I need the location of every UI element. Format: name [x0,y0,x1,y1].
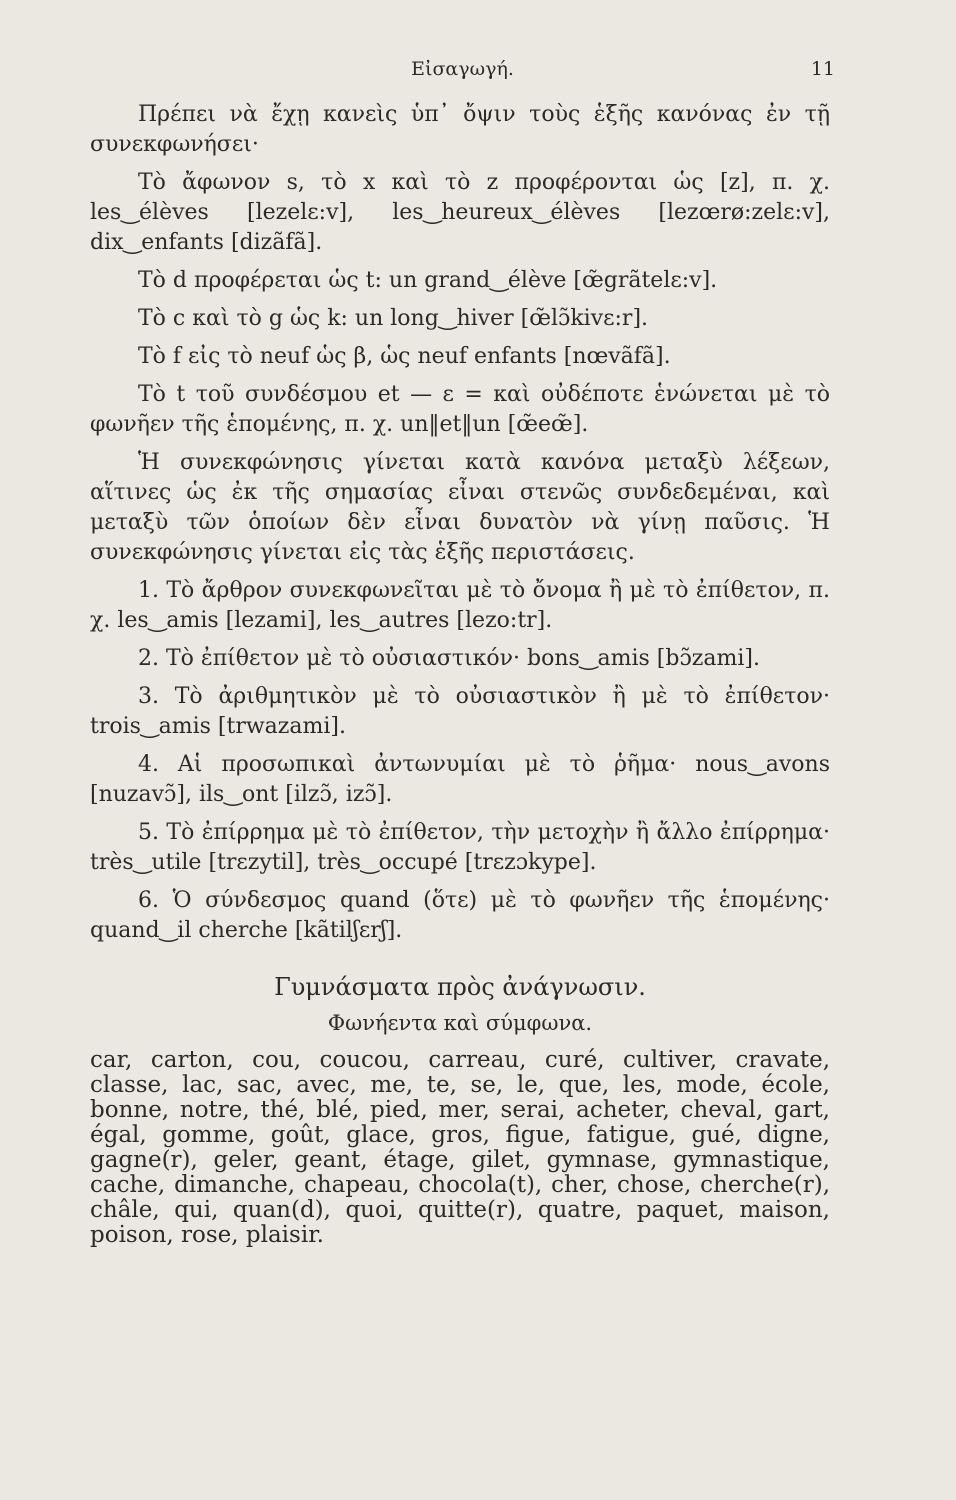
list-item-5: 5. Τὸ ἐπίρρημα μὲ τὸ ἐπίθετον, τὴν μετοχὴν ἢ ἄλλο ἐπίρρημα· très‿utile [trɛzytil], très‿occupé [trɛzɔkype]. [90,820,830,875]
list-item-4: 4. Αἱ προσωπικαὶ ἀντωνυμίαι μὲ τὸ ῥῆμα· nous‿avons [nuzavɔ̃], ils‿ont [ilzɔ̃, izɔ̃]. [90,752,830,807]
paragraph-rule-f: Τὸ f εἰς τὸ neuf ὡς β, ὡς neuf enfants [nœvãfã]. [138,344,671,369]
list-item-3: 3. Τὸ ἀριθμητικὸν μὲ τὸ οὐσιαστικὸν ἢ μὲ τὸ ἐπίθετον· trois‿amis [trwazami]. [90,684,830,739]
paragraph-liaison-general: Ἡ συνεκφώνησις γίνεται κατὰ κανόνα μεταξὺ λέξεων, αἵτινες ὡς ἐκ τῆς σημασίας εἶναι στενῶς συνδεδεμέναι, καὶ μεταξὺ τῶν ὁποίων δὲν εἶναι δυνατὸν νὰ γίνῃ παῦσις. Ἡ συνεκφώνησις γίνεται εἰς τὰς ἑξῆς περιστάσεις. [90,450,830,565]
running-header [90,58,835,88]
list-item-2: 2. Τὸ ἐπίθετον μὲ τὸ οὐσιαστικόν· bons‿amis [bɔ̃zami]. [138,646,760,671]
exercise-title: Γυμνάσματα πρὸς ἀνάγνωσιν. [274,973,646,1001]
header-title: Εἰσαγωγή. [411,58,514,80]
paragraph-rule-c-g: Τὸ c καὶ τὸ g ὡς k: un long‿hiver [œ̃lɔ̃kivɛ:r]. [138,306,649,331]
list-item-6: 6. Ὁ σύνδεσμος quand (ὅτε) μὲ τὸ φωνῆεν τῆς ἑπομένης· quand‿il cherche [kãtilʃɛrʃ]. [90,888,830,943]
list-item-1: 1. Τὸ ἄρθρον συνεκφωνεῖται μὲ τὸ ὄνομα ἢ μὲ τὸ ἐπίθετον, π. χ. les‿amis [lezami], les‿autres [lezo:tr]. [90,578,830,633]
exercise-subtitle: Φωνήεντα καὶ σύμφωνα. [327,1011,593,1035]
paragraph-rule-s-x-z: Τὸ ἄφωνον s, τὸ x καὶ τὸ z προφέρονται ὡς [z], π. χ. les‿élèves [lezelɛ:v], les‿heureux‿élèves [lezœrø:zelɛ:v], dix‿enfants [dizãfã]. [90,170,830,255]
exercise-word-list: car, carton, cou, coucou, carreau, curé, cultiver, cravate, classe, lac, sac, avec, me, te, se, le, que, les, mode, école, bonne, notre, thé, blé, pied, mer, serai, acheter, cheval, gart, égal, gomme, goût, glace, gros, figue, fatigue, gué, digne, gagne(r), geler, geant, étage, gilet, gymnase, gymnastique, cache, dimanche, chapeau, chocola(t), cher, chose, cherche(r), châle, qui, quan(d), quoi, quitte(r), quatre, paquet, maison, poison, rose, plaisir. [90,1047,830,1248]
paragraph-rule-d: Τὸ d προφέρεται ὡς t: un grand‿élève [œ̃grãtelɛ:v]. [138,268,718,293]
page-body [90,100,830,1256]
paragraph-intro: Πρέπει νὰ ἔχῃ κανεὶς ὑπ᾽ ὄψιν τοὺς ἑξῆς κανόνας ἐν τῇ συνεκφωνήσει· [90,102,830,157]
paragraph-rule-et: Τὸ t τοῦ συνδέσμου et — ε = καὶ οὐδέποτε ἑνώνεται μὲ τὸ φωνῆεν τῆς ἑπομένης, π. χ. un‖et‖un [œ̃eœ̃]. [90,382,830,437]
page-number: 11 [810,58,835,80]
